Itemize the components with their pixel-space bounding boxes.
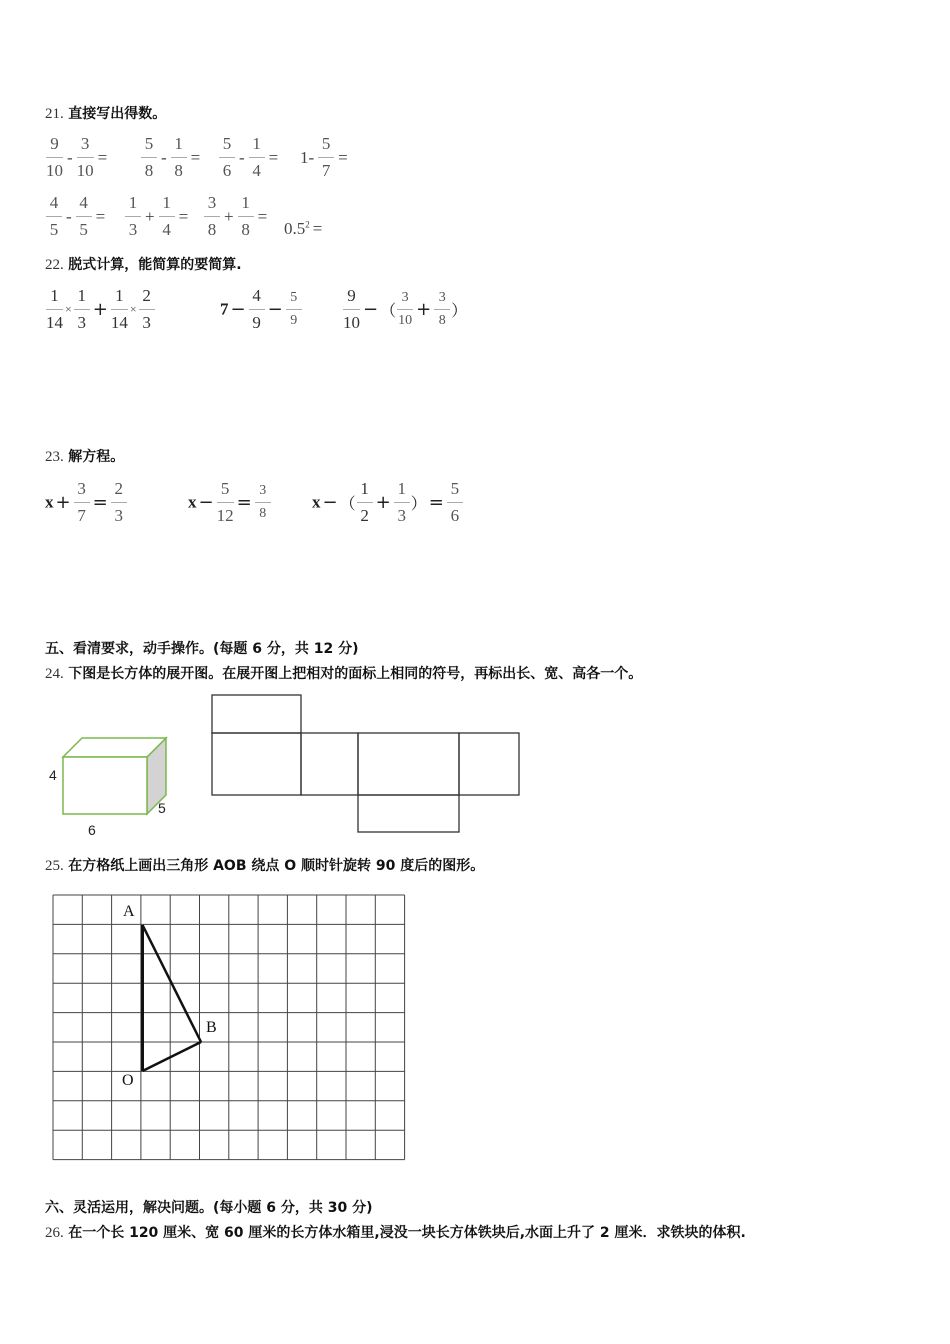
q21-expr-2: $\frac{5}{8}$ - $\frac{1}{8}$ = bbox=[140, 133, 203, 182]
question-number: 23. bbox=[45, 449, 64, 465]
cuboid-width-label: 5 bbox=[158, 800, 166, 816]
question-text: 直接写出得数。 bbox=[68, 106, 167, 122]
section-6-heading: 六、灵活运用，解决问题。(每小题 6 分，共 30 分) bbox=[45, 1200, 373, 1216]
q21-expr-8: $0.5^2$ = bbox=[284, 218, 323, 238]
question-number: 25. bbox=[45, 858, 64, 874]
q22-expr-1: $\frac{1}{14}$ × $\frac{1}{3}$ + $\frac{1}{14}$ × $\frac{2}{3}$ bbox=[45, 285, 156, 334]
q23-equation-2: x − $\frac{5}{12}$ = $\frac{3}{8}$ bbox=[188, 478, 272, 527]
q21-expr-6: $\frac{1}{3}$ + $\frac{1}{4}$ = bbox=[124, 192, 191, 241]
q23-equation-3: x − （ $\frac{1}{2}$ + $\frac{1}{3}$ ） = $\frac{5}{6}$ bbox=[312, 478, 464, 527]
question-25-title bbox=[45, 855, 484, 875]
question-number: 21. bbox=[45, 106, 64, 122]
question-number: 26. bbox=[45, 1225, 64, 1241]
cuboid-length-label: 6 bbox=[88, 822, 96, 838]
q23-equation-1: x + $\frac{3}{7}$ = $\frac{2}{3}$ bbox=[45, 478, 128, 527]
triangle-aob bbox=[143, 925, 202, 1071]
q21-expr-3: $\frac{5}{6}$ - $\frac{1}{4}$ = bbox=[218, 133, 281, 182]
q21-expr-1: $\frac{9}{10}$ - $\frac{3}{10}$ = bbox=[46, 134, 108, 180]
question-26-title bbox=[45, 1222, 746, 1242]
section-5-heading: 五、看清要求，动手操作。(每题 6 分，共 12 分) bbox=[45, 641, 359, 657]
question-number: 22. bbox=[45, 257, 64, 273]
cuboid-height-label: 4 bbox=[49, 767, 57, 783]
point-a-label: A bbox=[123, 903, 135, 920]
question-text: 在方格纸上画出三角形 AOB 绕点 O 顺时针旋转 90 度后的图形。 bbox=[68, 858, 485, 874]
question-number: 24. bbox=[45, 666, 64, 682]
cuboid-figure bbox=[63, 738, 166, 814]
point-b-label: B bbox=[206, 1019, 217, 1036]
q21-expr-5: $\frac{4}{5}$ - $\frac{4}{5}$ = bbox=[45, 192, 108, 241]
q21-expr-4: 1- $\frac{5}{7}$ = bbox=[300, 134, 348, 180]
question-text: 解方程。 bbox=[68, 449, 125, 465]
q21-expr-7: $\frac{3}{8}$ + $\frac{1}{8}$ = bbox=[203, 192, 270, 241]
question-text: 在一个长 120 厘米、宽 60 厘米的长方体水箱里,浸没一块长方体铁块后,水面上升了 2 厘米．求铁块的体积. bbox=[68, 1225, 746, 1241]
point-o-label: O bbox=[122, 1072, 134, 1089]
q22-expr-2: 7 − $\frac{4}{9}$ − $\frac{5}{9}$ bbox=[220, 285, 303, 334]
cuboid-net bbox=[212, 695, 519, 832]
q22-expr-3: $\frac{9}{10}$ − （ $\frac{3}{10}$ + $\frac{3}{8}$ ） bbox=[343, 286, 468, 332]
question-text: 脱式计算，能简算的要简算. bbox=[68, 257, 242, 273]
grid-paper bbox=[53, 895, 405, 1160]
question-text: 下图是长方体的展开图。在展开图上把相对的面标上相同的符号，再标出长、宽、高各一个。 bbox=[68, 666, 643, 682]
